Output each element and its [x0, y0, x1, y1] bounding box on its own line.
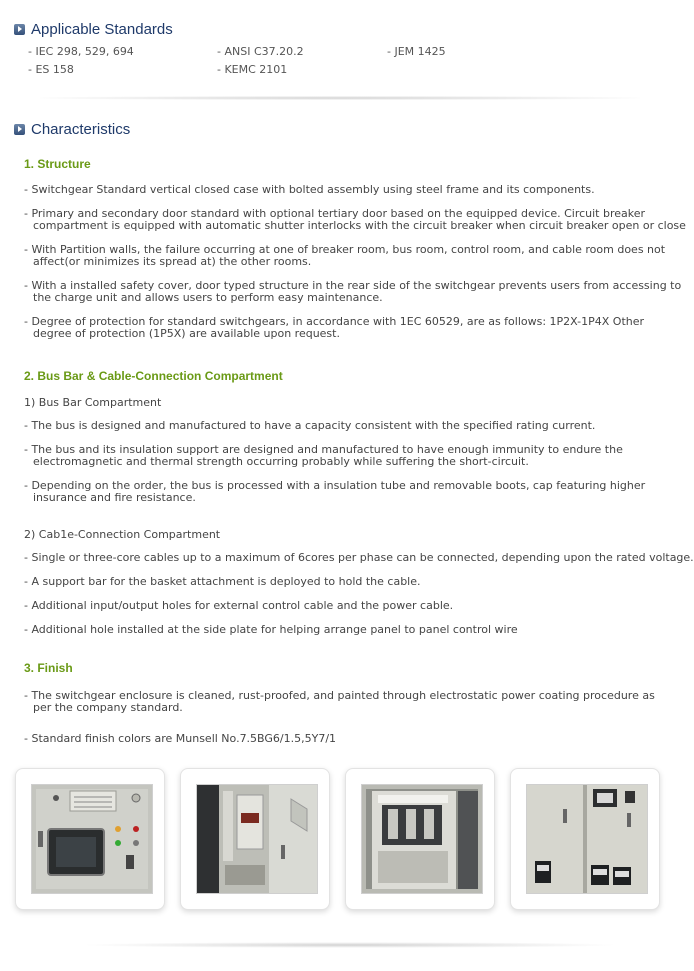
bullet-line: per the company standard.	[33, 701, 183, 714]
structure-bullet	[24, 184, 595, 196]
photo-card	[180, 768, 330, 910]
applicable-standards-title: Applicable Standards	[31, 20, 173, 38]
bullet-line: - Standard finish colors are Munsell No.7.5BG6/1.5,5Y7/1	[24, 732, 337, 745]
bullet-line: - Additional hole installed at the side plate for helping arrange panel to panel control wire	[24, 623, 518, 636]
busbar-bullet	[24, 420, 595, 432]
bullet-line: the charge unit and allows users to perform easy maintenance.	[33, 291, 383, 304]
photo-card	[15, 768, 165, 910]
photo-card	[510, 768, 660, 910]
finish-heading: 3. Finish	[24, 661, 73, 675]
bullet-line: insurance and fire resistance.	[33, 491, 196, 504]
structure-bullet	[24, 244, 665, 268]
applicable-standards-header	[14, 20, 173, 38]
bullet-line: electromagnetic and thermal strength occurring probably while suffering the short-circuit.	[33, 455, 529, 468]
busbar-heading: 2. Bus Bar & Cable-Connection Compartment	[24, 369, 283, 383]
busbar-bullet	[24, 444, 623, 468]
bullet-line: - Depending on the order, the bus is processed with a insulation tube and removable boots, cap featuring higher	[24, 479, 646, 492]
busbar-subheading: 1) Bus Bar Compartment	[24, 396, 162, 409]
breaker-compartment-photo	[196, 784, 318, 894]
finish-bullet	[24, 733, 336, 745]
structure-bullet	[24, 208, 686, 232]
cable-bullet	[24, 552, 694, 564]
bullet-line: affect(or minimizes its spread at) the other rooms.	[33, 255, 312, 268]
structure-bullet	[24, 316, 644, 340]
cable-bullet	[24, 600, 453, 612]
characteristics-title: Characteristics	[31, 120, 131, 138]
switchgear-front-panel-photo	[31, 784, 153, 894]
bullet-line: - A support bar for the basket attachment is deployed to hold the cable.	[24, 575, 421, 588]
section-divider	[80, 942, 620, 948]
section-arrow-icon	[14, 124, 25, 135]
standard-item: - IEC 298, 529, 694	[28, 45, 134, 58]
finish-bullet	[24, 690, 655, 714]
structure-bullet	[24, 280, 681, 304]
section-arrow-icon	[14, 24, 25, 35]
bullet-line: - Primary and secondary door standard with optional tertiary door based on the equipped device. Circuit breaker	[24, 207, 646, 220]
standard-item: - ANSI C37.20.2	[217, 45, 304, 58]
bullet-line: - The bus is designed and manufactured to have a capacity consistent with the specified rating current.	[24, 419, 596, 432]
bullet-line: compartment is equipped with automatic shutter interlocks with the circuit breaker when circuit breaker open or close	[33, 219, 686, 232]
cable-bullet	[24, 624, 518, 636]
control-panel-photo	[526, 784, 648, 894]
photo-card	[345, 768, 495, 910]
bullet-line: - With Partition walls, the failure occurring at one of breaker room, bus room, control room, and cable room does not	[24, 243, 666, 256]
bullet-line: - Degree of protection for standard switchgears, in accordance with 1EC 60529, are as follows: 1P2X-1P4X Other	[24, 315, 645, 328]
standard-item: - ES 158	[28, 63, 74, 76]
cable-compartment-photo	[361, 784, 483, 894]
bullet-line: - The switchgear enclosure is cleaned, rust-proofed, and painted through electrostatic power coating procedure as	[24, 689, 655, 702]
standard-item: - KEMC 2101	[217, 63, 288, 76]
bullet-line: - The bus and its insulation support are designed and manufactured to have enough immunity to endure the	[24, 443, 623, 456]
characteristics-header	[14, 120, 130, 138]
bullet-line: degree of protection (1P5X) are available upon request.	[33, 327, 340, 340]
cable-subheading: 2) Cab1e-Connection Compartment	[24, 528, 221, 541]
bullet-line: - With a installed safety cover, door typed structure in the rear side of the switchgear prevents users from accessing to	[24, 279, 682, 292]
bullet-line: - Additional input/output holes for external control cable and the power cable.	[24, 599, 454, 612]
busbar-bullet	[24, 480, 645, 504]
cable-bullet	[24, 576, 421, 588]
bullet-line: - Switchgear Standard vertical closed case with bolted assembly using steel frame and its components.	[24, 183, 595, 196]
structure-heading: 1. Structure	[24, 157, 91, 171]
bullet-line: - Single or three-core cables up to a maximum of 6cores per phase can be connected, depending upon the rated voltage.	[24, 551, 694, 564]
standard-item: - JEM 1425	[387, 45, 446, 58]
section-divider	[40, 96, 640, 100]
